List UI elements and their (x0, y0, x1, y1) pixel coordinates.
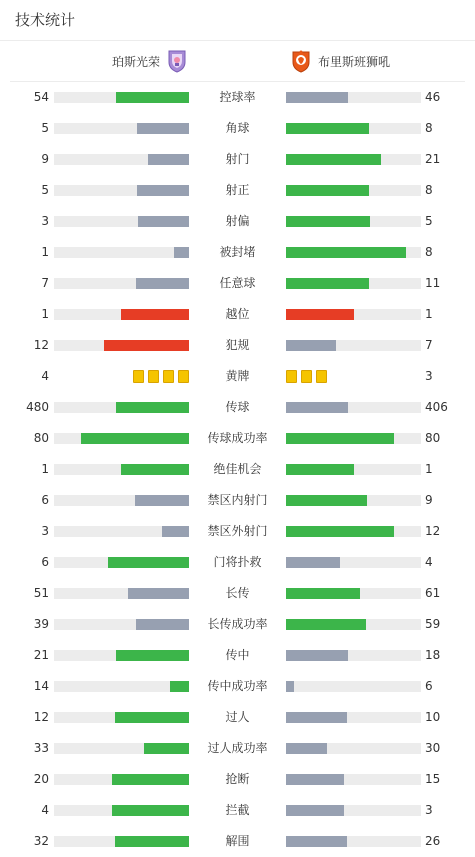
away-value: 5 (425, 214, 433, 228)
home-bar-track (54, 619, 189, 630)
stat-row (0, 733, 475, 764)
home-bar-fill (115, 712, 189, 723)
yellow-card-icon (148, 370, 159, 383)
away-value: 30 (425, 741, 441, 755)
away-bar-fill (286, 309, 354, 320)
stat-label: 禁区外射门 (207, 524, 268, 538)
home-bar-fill (170, 681, 189, 692)
home-bar-fill (162, 526, 189, 537)
home-bar-fill (116, 650, 189, 661)
home-bar-track (54, 743, 189, 754)
home-bar-track (54, 123, 189, 134)
away-bar-track (286, 433, 421, 444)
stat-label: 犯规 (225, 338, 250, 352)
home-value: 80 (33, 431, 49, 445)
home-bar-track (54, 774, 189, 785)
home-value: 1 (41, 307, 49, 321)
home-bar-fill (174, 247, 189, 258)
home-bar-fill (108, 557, 189, 568)
home-bar-track (54, 805, 189, 816)
away-bar-fill (286, 557, 340, 568)
stat-row (0, 795, 475, 826)
away-bar-track (286, 185, 421, 196)
home-bar-track (54, 247, 189, 258)
away-value: 406 (425, 400, 448, 414)
stat-label: 长传 (225, 586, 250, 600)
stat-row (0, 671, 475, 702)
away-value: 7 (425, 338, 433, 352)
away-value: 18 (425, 648, 441, 662)
yellow-card-icon (301, 370, 312, 383)
home-value: 6 (41, 555, 49, 569)
stat-label: 长传成功率 (207, 617, 268, 631)
away-value: 3 (425, 369, 433, 383)
away-value: 10 (425, 710, 441, 724)
away-team[interactable] (290, 41, 390, 81)
away-bar-fill (286, 278, 369, 289)
teams-row (10, 41, 465, 82)
stat-row (0, 578, 475, 609)
home-value: 6 (41, 493, 49, 507)
away-bar-fill (286, 464, 354, 475)
stat-row (0, 268, 475, 299)
away-bar-track (286, 805, 421, 816)
away-value: 11 (425, 276, 441, 290)
away-bar-track (286, 278, 421, 289)
away-bar-track (286, 557, 421, 568)
home-bar-fill (135, 495, 189, 506)
yellow-card-icon (178, 370, 189, 383)
home-value: 51 (33, 586, 49, 600)
stat-row (0, 640, 475, 671)
away-bar-fill (286, 247, 406, 258)
stat-row (0, 423, 475, 454)
stat-row (0, 547, 475, 578)
home-value: 1 (41, 462, 49, 476)
stat-label: 禁区内射门 (207, 493, 268, 507)
yellow-card-icon (316, 370, 327, 383)
stat-row (0, 144, 475, 175)
home-bar-track (54, 526, 189, 537)
home-bar-track (54, 278, 189, 289)
away-bar-track (286, 743, 421, 754)
home-bar-fill (112, 805, 189, 816)
stat-row (0, 206, 475, 237)
home-bar-fill (136, 619, 189, 630)
away-team-name: 布里斯班狮吼 (318, 54, 391, 69)
stat-label: 传球 (225, 400, 250, 414)
away-bar-fill (286, 743, 327, 754)
home-bar-track (54, 402, 189, 413)
home-value: 3 (41, 214, 49, 228)
home-bar-fill (137, 123, 189, 134)
away-bar-fill (286, 92, 348, 103)
home-team[interactable] (10, 41, 188, 81)
away-bar-fill (286, 650, 348, 661)
home-bar-track (54, 340, 189, 351)
home-bar-track (54, 495, 189, 506)
stat-label: 射正 (225, 183, 250, 197)
stats-list (0, 82, 475, 857)
away-bar-track (286, 619, 421, 630)
away-bar-track (286, 650, 421, 661)
away-bar-track (286, 402, 421, 413)
away-value: 46 (425, 90, 441, 104)
home-value: 54 (33, 90, 49, 104)
away-value: 1 (425, 307, 433, 321)
stat-row (0, 516, 475, 547)
home-bar-fill (148, 154, 189, 165)
home-bar-track (54, 433, 189, 444)
stat-label: 过人成功率 (207, 741, 268, 755)
stat-row (0, 361, 475, 392)
away-bar-fill (286, 340, 336, 351)
home-bar-track (54, 154, 189, 165)
home-bar-fill (128, 588, 189, 599)
away-bar-fill (286, 712, 347, 723)
stat-label: 绝佳机会 (213, 462, 262, 476)
home-bar-fill (121, 464, 189, 475)
away-yellow-cards (286, 370, 327, 383)
home-bar-track (54, 309, 189, 320)
stat-row (0, 485, 475, 516)
home-team-logo-icon (166, 49, 188, 73)
away-bar-fill (286, 433, 394, 444)
stat-row (0, 702, 475, 733)
away-bar-fill (286, 588, 360, 599)
home-bar-track (54, 712, 189, 723)
home-bar-fill (136, 278, 189, 289)
yellow-card-icon (286, 370, 297, 383)
away-value: 21 (425, 152, 441, 166)
stat-row (0, 392, 475, 423)
away-value: 12 (425, 524, 441, 538)
stat-row (0, 299, 475, 330)
away-bar-fill (286, 185, 369, 196)
home-bar-fill (116, 92, 189, 103)
away-team-logo-icon (290, 49, 312, 73)
stat-label: 传球成功率 (207, 431, 268, 445)
home-value: 4 (41, 803, 49, 817)
away-value: 59 (425, 617, 441, 631)
stat-row (0, 454, 475, 485)
home-bar-track (54, 464, 189, 475)
home-bar-track (54, 681, 189, 692)
away-bar-fill (286, 681, 294, 692)
away-bar-fill (286, 619, 366, 630)
stat-row (0, 82, 475, 113)
home-value: 5 (41, 121, 49, 135)
home-value: 4 (41, 369, 49, 383)
home-bar-fill (144, 743, 189, 754)
away-bar-fill (286, 123, 369, 134)
home-bar-fill (104, 340, 189, 351)
home-bar-track (54, 588, 189, 599)
away-bar-track (286, 464, 421, 475)
stat-label: 门将扑救 (213, 555, 262, 569)
stat-label: 任意球 (219, 276, 256, 290)
home-value: 20 (33, 772, 49, 786)
away-bar-track (286, 340, 421, 351)
home-bar-fill (116, 402, 189, 413)
away-bar-track (286, 526, 421, 537)
home-value: 14 (33, 679, 49, 693)
away-bar-fill (286, 402, 348, 413)
stat-label: 控球率 (219, 90, 256, 104)
home-value: 5 (41, 183, 49, 197)
away-value: 3 (425, 803, 433, 817)
home-bar-fill (137, 185, 189, 196)
home-bar-fill (138, 216, 189, 227)
home-bar-track (54, 216, 189, 227)
stat-label: 抢断 (225, 772, 250, 786)
home-value: 1 (41, 245, 49, 259)
home-value: 3 (41, 524, 49, 538)
away-bar-fill (286, 495, 367, 506)
home-value: 21 (33, 648, 49, 662)
stat-label: 过人 (225, 710, 250, 724)
home-bar-fill (81, 433, 189, 444)
home-value: 33 (33, 741, 49, 755)
stat-label: 射偏 (225, 214, 250, 228)
stat-label: 拦截 (225, 803, 250, 817)
away-bar-track (286, 309, 421, 320)
home-bar-track (54, 185, 189, 196)
stat-row (0, 175, 475, 206)
stat-label: 越位 (225, 307, 250, 321)
stat-label: 解围 (225, 834, 250, 848)
stat-label: 传中 (225, 648, 250, 662)
home-bar-track (54, 557, 189, 568)
away-bar-track (286, 681, 421, 692)
stat-label: 角球 (225, 121, 250, 135)
away-value: 15 (425, 772, 441, 786)
yellow-card-icon (133, 370, 144, 383)
home-bar-fill (121, 309, 189, 320)
home-value: 39 (33, 617, 49, 631)
away-bar-track (286, 154, 421, 165)
home-yellow-cards (133, 370, 189, 383)
away-value: 6 (425, 679, 433, 693)
yellow-card-icon (163, 370, 174, 383)
away-value: 9 (425, 493, 433, 507)
away-bar-fill (286, 836, 347, 847)
away-bar-track (286, 216, 421, 227)
stat-row (0, 826, 475, 857)
stat-row (0, 764, 475, 795)
stat-row (0, 113, 475, 144)
home-team-name: 珀斯光荣 (111, 54, 160, 69)
away-bar-track (286, 588, 421, 599)
away-bar-fill (286, 774, 344, 785)
away-value: 8 (425, 121, 433, 135)
away-bar-track (286, 123, 421, 134)
home-bar-track (54, 650, 189, 661)
away-bar-fill (286, 154, 381, 165)
away-bar-track (286, 712, 421, 723)
away-bar-track (286, 247, 421, 258)
away-value: 8 (425, 245, 433, 259)
home-value: 12 (33, 338, 49, 352)
away-bar-fill (286, 216, 370, 227)
home-value: 12 (33, 710, 49, 724)
away-bar-track (286, 836, 421, 847)
away-value: 8 (425, 183, 433, 197)
stat-row (0, 330, 475, 361)
stat-label: 传中成功率 (207, 679, 268, 693)
away-bar-fill (286, 805, 344, 816)
home-bar-track (54, 836, 189, 847)
away-bar-track (286, 774, 421, 785)
stat-label: 射门 (225, 152, 250, 166)
away-value: 4 (425, 555, 433, 569)
home-value: 32 (33, 834, 49, 848)
away-value: 26 (425, 834, 441, 848)
home-bar-fill (112, 774, 189, 785)
away-value: 1 (425, 462, 433, 476)
home-bar-fill (115, 836, 189, 847)
away-value: 61 (425, 586, 441, 600)
stat-row (0, 237, 475, 268)
home-value: 9 (41, 152, 49, 166)
home-value: 7 (41, 276, 49, 290)
home-value: 480 (26, 400, 49, 414)
away-bar-track (286, 92, 421, 103)
away-bar-track (286, 495, 421, 506)
stat-label: 被封堵 (219, 245, 256, 259)
away-value: 80 (425, 431, 441, 445)
stat-row (0, 609, 475, 640)
away-bar-fill (286, 526, 394, 537)
page-title: 技术统计 (0, 0, 475, 41)
home-bar-track (54, 92, 189, 103)
stat-label: 黄牌 (225, 369, 250, 383)
